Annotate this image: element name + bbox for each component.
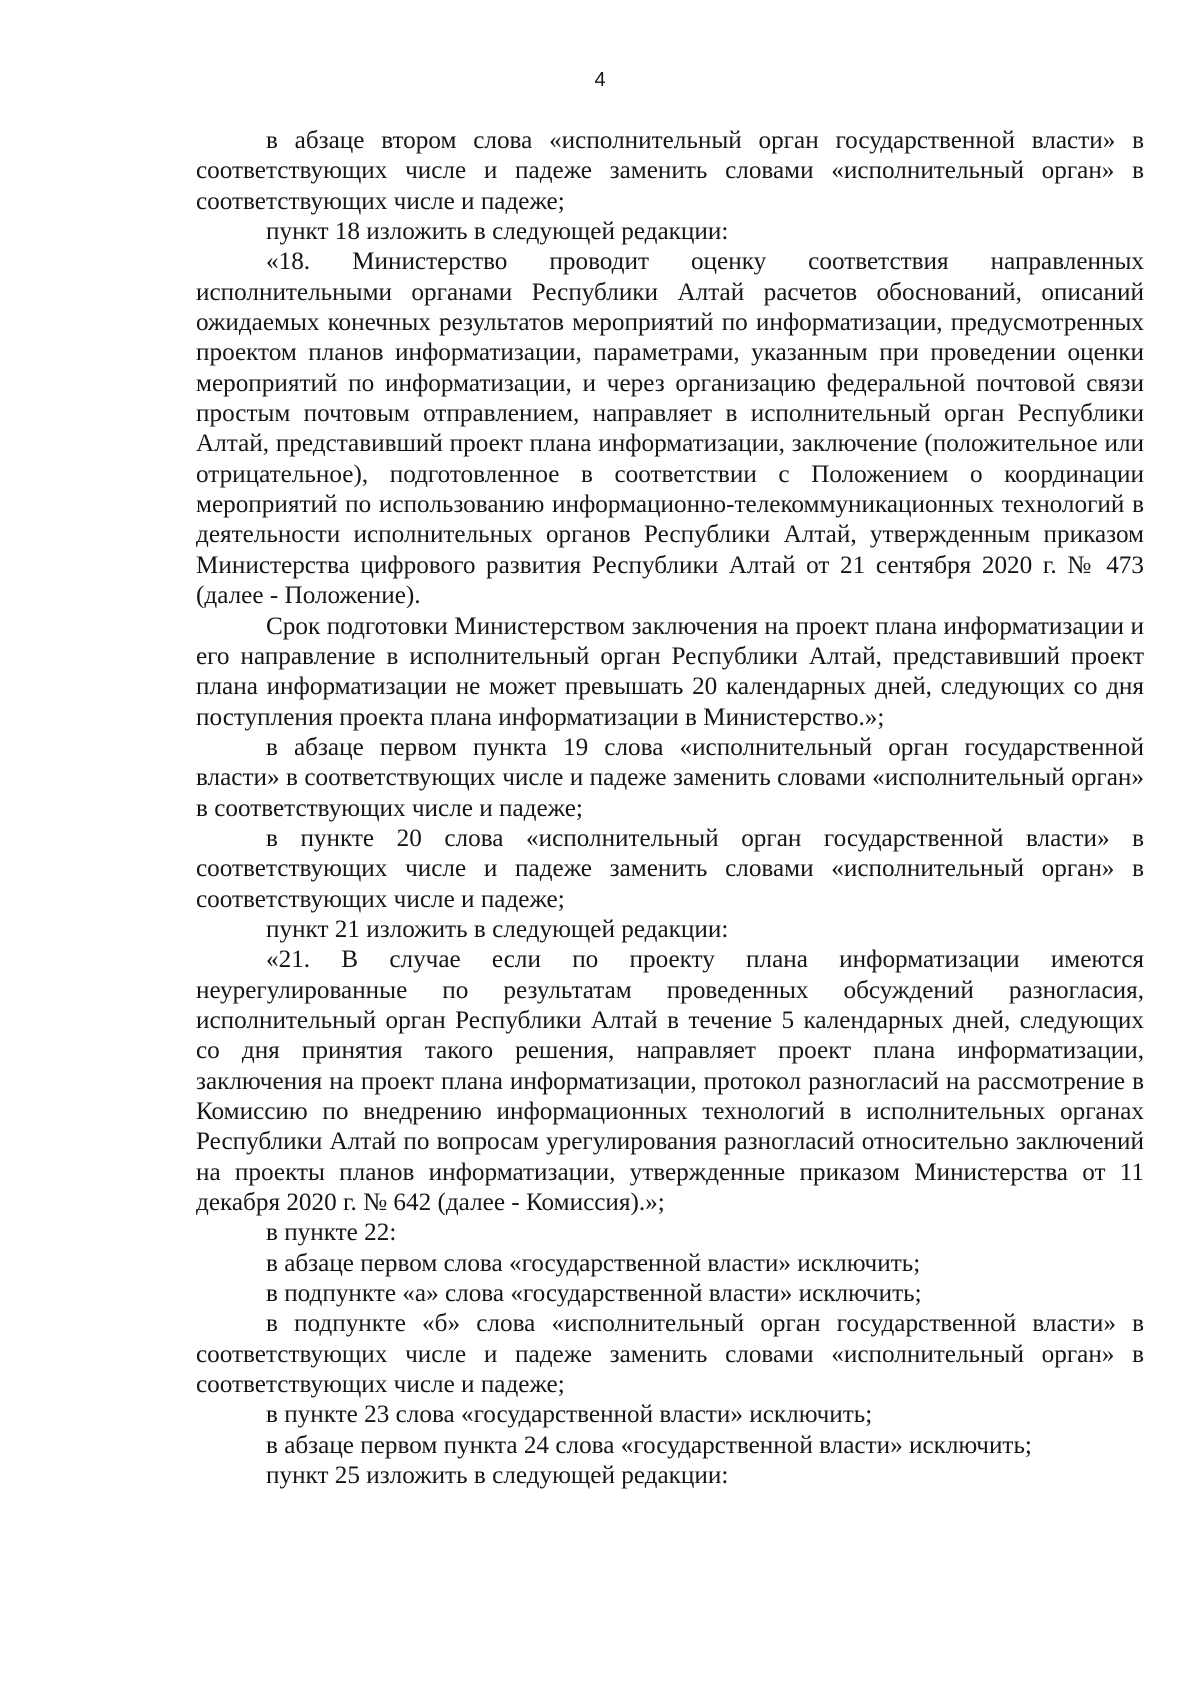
paragraph-12: в подпункте «б» слова «исполнительный орган государственной власти» в соответствующих числе и падеже заменить словами «исполнительный орган» в соответствующих числе и падеже; [196,1310,1144,1399]
paragraph-11: в подпункте «а» слова «государственной власти» исключить; [266,1280,922,1308]
paragraph-1: в абзаце втором слова «исполнительный орган государственной власти» в соответствующих числе и падеже заменить словами «исполнительный орган» в соответствующих числе и падеже; [196,127,1144,215]
paragraph-14: в абзаце первом пункта 24 слова «государственной власти» исключить; [266,1431,1032,1459]
paragraph-9: в пункте 22: [266,1219,397,1247]
paragraph-7: пункт 21 изложить в следующей редакции: [266,915,729,943]
paragraph-10: в абзаце первом слова «государственной власти» исключить; [266,1249,921,1277]
paragraph-3: «18. Министерство проводит оценку соответствия направленных исполнительными органами Республики Алтай расчетов обоснований, описаний ожидаемых конечных результатов мероприятий по информатизации, предусмотренных проектом планов информатизации, параметрами, указанным при проведении оценки мероприятий по информатизации, и через организацию федеральной почтовой связи простым почтовым отправлением, направляет в исполнительный орган Республики Алтай, представивший проект плана информатизации, заключение (положительное или отрицательное), подготовленное в соответствии с Положением о координации мероприятий по использованию информационно-телекоммуникационных технологий в деятельности исполнительных органов Республики Алтай, утвержденным приказом Министерства цифрового развития Республики Алтай от 21 сентября 2020 г. № 473 (далее - Положение). [196,248,1144,610]
paragraph-4: Срок подготовки Министерством заключения на проект плана информатизации и его направление в исполнительный орган Республики Алтай, представивший проект плана информатизации не может превышать 20 календарных дней, следующих со дня поступления проекта плана информатизации в Министерство.»; [196,612,1144,731]
paragraph-2: пункт 18 изложить в следующей редакции: [266,218,729,246]
paragraph-8: «21. В случае если по проекту плана информатизации имеются неурегулированные по результатам проведенных обсуждений разногласия, исполнительный орган Республики Алтай в течение 5 календарных дней, следующих со дня принятия такого решения, направляет проект плана информатизации, заключения на проект плана информатизации, протокол разногласий на рассмотрение в Комиссию по внедрению информационных технологий в исполнительных органах Республики Алтай по вопросам урегулирования разногласий относительно заключений на проекты планов информатизации, утвержденные приказом Министерства от 11 декабря 2020 г. № 642 (далее - Комиссия).»; [196,946,1144,1217]
paragraph-15: пункт 25 изложить в следующей редакции: [266,1462,729,1490]
page-number: 4 [594,69,606,91]
paragraph-6: в пункте 20 слова «исполнительный орган государственной власти» в соответствующих числе и падеже заменить словами «исполнительный орган» в соответствующих числе и падеже; [196,824,1144,913]
paragraph-5: в абзаце первом пункта 19 слова «исполнительный орган государственной власти» в соответствующих числе и падеже заменить словами «исполнительный орган» в соответствующих числе и падеже; [196,733,1144,822]
document-body [196,126,1144,1491]
paragraph-13: в пункте 23 слова «государственной власти» исключить; [266,1401,873,1429]
